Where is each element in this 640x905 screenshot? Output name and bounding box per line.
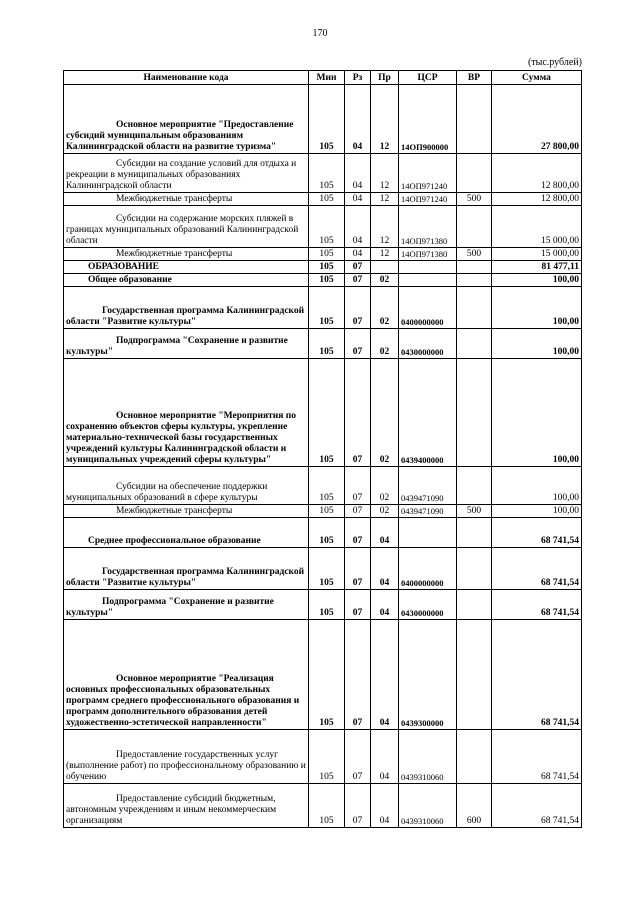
table-row	[64, 784, 582, 828]
row-pr: 02	[371, 467, 399, 505]
row-csr: 0439471090	[399, 505, 457, 518]
table-row	[64, 85, 582, 154]
table-row	[64, 359, 582, 467]
row-min: 105	[309, 206, 345, 248]
table-row	[64, 467, 582, 505]
row-vr	[457, 730, 492, 784]
table-header-row	[64, 71, 582, 85]
row-pr: 12	[371, 85, 399, 154]
row-name: Предоставление субсидий бюджетным, автономным учреждениям и иным некоммерческим организациям	[64, 784, 309, 828]
header-csr: ЦСР	[399, 71, 457, 85]
row-csr: 0439400000	[399, 359, 457, 467]
row-name: Основное мероприятие "Предоставление субсидий муниципальным образованиям Калининградской области на развитие туризма"	[64, 85, 309, 154]
row-rz: 07	[345, 784, 371, 828]
row-name: Основное мероприятие "Реализация основных профессиональных образовательных программ среднего профессионального образования и программ дополнительного образования детей художественно-эстетической направленности"	[64, 620, 309, 730]
row-vr	[457, 206, 492, 248]
table-row	[64, 548, 582, 590]
row-csr: 0439300000	[399, 620, 457, 730]
row-rz: 07	[345, 590, 371, 620]
row-rz: 04	[345, 206, 371, 248]
table-row	[64, 274, 582, 287]
row-sum: 12 800,00	[492, 154, 582, 193]
row-min: 105	[309, 274, 345, 287]
row-name: Предоставление государственных услуг (выполнение работ) по профессиональному образованию и обучению	[64, 730, 309, 784]
row-min: 105	[309, 329, 345, 359]
header-rz: Рз	[345, 71, 371, 85]
row-sum: 100,00	[492, 505, 582, 518]
row-name: Подпрограмма "Сохранение и развитие культуры"	[64, 590, 309, 620]
row-vr	[457, 154, 492, 193]
row-pr: 12	[371, 248, 399, 261]
row-name: Межбюджетные трансферты	[64, 505, 309, 518]
row-csr: 0400000000	[399, 548, 457, 590]
header-pr: Пр	[371, 71, 399, 85]
row-min: 105	[309, 548, 345, 590]
row-vr	[457, 518, 492, 548]
row-csr: 0400000000	[399, 287, 457, 329]
row-name: Межбюджетные трансферты	[64, 193, 309, 206]
row-pr: 04	[371, 590, 399, 620]
row-csr: 0439471090	[399, 467, 457, 505]
row-pr: 02	[371, 287, 399, 329]
row-csr: 0430000000	[399, 590, 457, 620]
row-vr	[457, 548, 492, 590]
row-csr	[399, 518, 457, 548]
row-vr	[457, 274, 492, 287]
row-min: 105	[309, 248, 345, 261]
row-min: 105	[309, 287, 345, 329]
row-sum: 81 477,11	[492, 261, 582, 274]
row-sum: 68 741,54	[492, 730, 582, 784]
table-row	[64, 287, 582, 329]
row-rz: 07	[345, 329, 371, 359]
row-name: Государственная программа Калининградской области "Развитие культуры"	[64, 548, 309, 590]
row-rz: 07	[345, 287, 371, 329]
row-sum: 68 741,54	[492, 590, 582, 620]
row-rz: 04	[345, 154, 371, 193]
row-csr: 0439310060	[399, 730, 457, 784]
row-sum: 68 741,54	[492, 620, 582, 730]
row-rz: 07	[345, 467, 371, 505]
row-min: 105	[309, 590, 345, 620]
row-csr: 14ОП900000	[399, 85, 457, 154]
row-name: Подпрограмма "Сохранение и развитие культуры"	[64, 329, 309, 359]
row-sum: 68 741,54	[492, 518, 582, 548]
row-rz: 07	[345, 359, 371, 467]
row-rz: 04	[345, 85, 371, 154]
row-csr: 14ОП971380	[399, 206, 457, 248]
row-vr: 500	[457, 193, 492, 206]
row-name: Субсидии на обеспечение поддержки муниципальных образований в сфере культуры	[64, 467, 309, 505]
row-pr: 02	[371, 274, 399, 287]
row-name: Государственная программа Калининградской области "Развитие культуры"	[64, 287, 309, 329]
row-csr: 14ОП971240	[399, 193, 457, 206]
row-rz: 07	[345, 518, 371, 548]
row-min: 105	[309, 784, 345, 828]
row-sum: 12 800,00	[492, 193, 582, 206]
row-rz: 04	[345, 193, 371, 206]
row-vr: 500	[457, 505, 492, 518]
row-sum: 68 741,54	[492, 784, 582, 828]
row-name: Субсидии на создание условий для отдыха и рекреации в муниципальных образованиях Калининградской области	[64, 154, 309, 193]
row-csr: 0439310060	[399, 784, 457, 828]
row-pr: 02	[371, 329, 399, 359]
row-min: 105	[309, 505, 345, 518]
table-row	[64, 206, 582, 248]
row-name: Основное мероприятие "Мероприятия по сохранению объектов сферы культуры, укрепление материально-технической базы государственных учреждений культуры Калининградской области и муниципальных учреждений сферы культуры"	[64, 359, 309, 467]
row-pr: 12	[371, 193, 399, 206]
row-sum: 100,00	[492, 274, 582, 287]
row-rz: 07	[345, 505, 371, 518]
row-name: Межбюджетные трансферты	[64, 248, 309, 261]
table-row	[64, 193, 582, 206]
row-vr	[457, 620, 492, 730]
row-min: 105	[309, 261, 345, 274]
row-pr: 04	[371, 620, 399, 730]
row-pr: 12	[371, 206, 399, 248]
row-name: Среднее профессиональное образование	[64, 518, 309, 548]
row-vr: 500	[457, 248, 492, 261]
header-sum: Сумма	[492, 71, 582, 85]
header-min: Мин	[309, 71, 345, 85]
header-name: Наименование кода	[64, 71, 309, 85]
row-sum: 68 741,54	[492, 548, 582, 590]
row-min: 105	[309, 359, 345, 467]
row-sum: 15 000,00	[492, 206, 582, 248]
table-row	[64, 329, 582, 359]
table-row	[64, 730, 582, 784]
row-min: 105	[309, 730, 345, 784]
row-csr	[399, 261, 457, 274]
row-vr: 600	[457, 784, 492, 828]
row-min: 105	[309, 85, 345, 154]
row-min: 105	[309, 620, 345, 730]
row-rz: 07	[345, 620, 371, 730]
row-vr	[457, 85, 492, 154]
page-number: 170	[312, 28, 328, 39]
header-vr: ВР	[457, 71, 492, 85]
row-csr: 14ОП971240	[399, 154, 457, 193]
row-sum: 100,00	[492, 359, 582, 467]
row-sum: 100,00	[492, 287, 582, 329]
row-min: 105	[309, 193, 345, 206]
units-label: (тыс.рублей)	[527, 57, 582, 68]
row-vr	[457, 329, 492, 359]
row-sum: 100,00	[492, 467, 582, 505]
row-pr: 02	[371, 505, 399, 518]
row-name: Субсидии на содержание морских пляжей в границах муниципальных образований Калининградской области	[64, 206, 309, 248]
row-pr: 02	[371, 359, 399, 467]
row-vr	[457, 467, 492, 505]
row-name: ОБРАЗОВАНИЕ	[64, 261, 309, 274]
row-min: 105	[309, 467, 345, 505]
row-sum: 15 000,00	[492, 248, 582, 261]
row-rz: 07	[345, 730, 371, 784]
row-pr: 04	[371, 548, 399, 590]
row-sum: 100,00	[492, 329, 582, 359]
row-vr	[457, 590, 492, 620]
row-vr	[457, 261, 492, 274]
table-row	[64, 620, 582, 730]
row-csr: 14ОП971380	[399, 248, 457, 261]
row-pr: 04	[371, 518, 399, 548]
row-rz: 07	[345, 261, 371, 274]
row-min: 105	[309, 518, 345, 548]
table-row	[64, 261, 582, 274]
row-min: 105	[309, 154, 345, 193]
row-vr	[457, 287, 492, 329]
row-rz: 04	[345, 248, 371, 261]
table-row	[64, 248, 582, 261]
row-pr	[371, 261, 399, 274]
table-row	[64, 154, 582, 193]
row-csr	[399, 274, 457, 287]
row-sum: 27 800,00	[492, 85, 582, 154]
table-row	[64, 590, 582, 620]
row-pr: 04	[371, 730, 399, 784]
row-vr	[457, 359, 492, 467]
table-row	[64, 518, 582, 548]
table-row	[64, 505, 582, 518]
budget-table	[63, 70, 582, 828]
row-pr: 12	[371, 154, 399, 193]
row-rz: 07	[345, 548, 371, 590]
row-name: Общее образование	[64, 274, 309, 287]
row-pr: 04	[371, 784, 399, 828]
row-csr: 0430000000	[399, 329, 457, 359]
row-rz: 07	[345, 274, 371, 287]
